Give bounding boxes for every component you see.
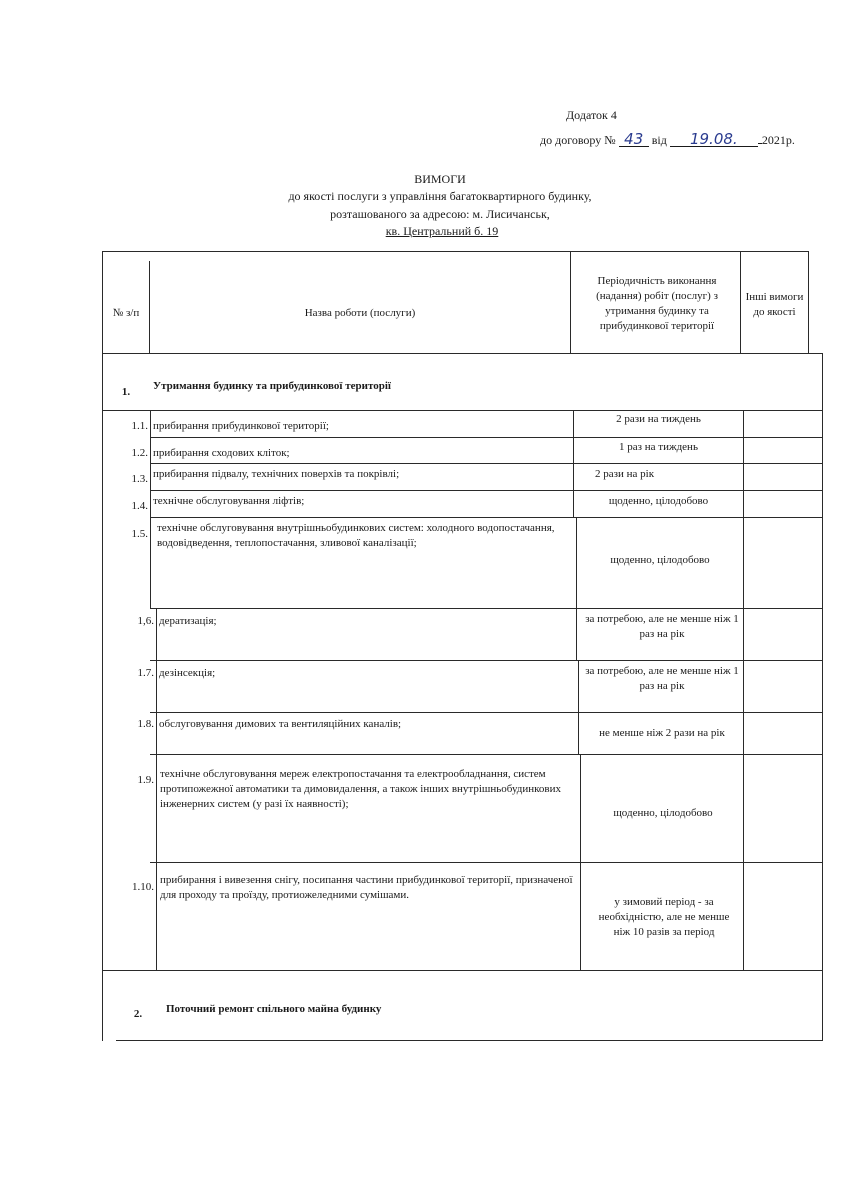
row-1-1-period: 2 рази на тиждень	[616, 413, 701, 425]
row-1-3-period: 2 рази на рік	[595, 468, 655, 480]
contract-year: 2021р.	[761, 133, 795, 147]
contract-prefix: до договору №	[540, 133, 616, 147]
row-1-9-num: 1.9.	[137, 774, 154, 786]
section-2-title: Поточний ремонт спільного майна будинку	[166, 1003, 382, 1015]
header-name: Назва роботи (послуги)	[304, 307, 416, 319]
row-1-2-num: 1.2.	[131, 447, 148, 459]
row-1-4-num: 1.4.	[131, 500, 148, 512]
row-1-5-name: технічне обслуговування внутрішньобудинкових систем: холодного водопостачання, водовідведення, теплопостачання, зливової каналізації;	[157, 522, 555, 549]
row-1-10-num: 1.10.	[132, 881, 154, 893]
row-1-1-num: 1.1.	[131, 420, 148, 432]
document-building-line	[18, 224, 848, 239]
section-2-num: 2.	[133, 1008, 143, 1020]
header-other: Інші вимоги до якості	[745, 291, 804, 318]
row-1-9-period: щоденно, цілодобово	[613, 807, 713, 819]
row-1-7-period: за потребою, але не менше ніж 1 раз на рік	[585, 665, 739, 692]
row-1-10-period: у зимовий період - за необхідністю, але не менше ніж 10 разів за період	[598, 896, 730, 938]
row-1-10-name: прибирання і вивезення снігу, посипання частини прибудинкової території, призначеної для проходу та проїзду, протиожеледними сумішами.	[160, 874, 573, 901]
header-period: Періодичність виконання (надання) робіт (послуг) з утримання будинку та прибудинкової території	[596, 275, 718, 332]
row-1-2-period: 1 раз на тиждень	[619, 441, 698, 453]
row-1-7-num: 1.7.	[137, 667, 154, 679]
contract-from-word: від	[651, 133, 667, 147]
contract-date: 19.08.	[670, 132, 758, 147]
row-1-8-name: обслуговування димових та вентиляційних каналів;	[159, 718, 402, 730]
row-1-7-name: дезінсекція;	[159, 667, 216, 679]
contract-reference	[540, 131, 795, 148]
row-1-6-period: за потребою, але не менше ніж 1 раз на рік	[585, 613, 739, 640]
document-title: ВИМОГИ	[414, 172, 466, 186]
row-1-9-name: технічне обслуговування мереж електропостачання та електрообладнання, систем протипожежної автоматики та димовидалення, а також інших внутрішньобудинкових інженерних систем (у разі їх наявності);	[160, 768, 562, 810]
row-1-3-name: прибирання підвалу, технічних поверхів та покрівлі;	[153, 468, 400, 480]
row-1-4-period: щоденно, цілодобово	[608, 495, 709, 507]
document-address-line: розташованого за адресою: м. Лисичанськ,	[330, 207, 550, 221]
row-1-6-num: 1,6.	[137, 615, 154, 627]
row-1-1-name: прибирання прибудинкової території;	[153, 420, 329, 432]
building-address: кв. Центральний б. 19	[385, 224, 499, 238]
annex-label: Додаток 4	[566, 108, 617, 122]
row-1-2-name: прибирання сходових кліток;	[153, 447, 290, 459]
row-1-5-num: 1.5.	[131, 528, 148, 540]
document-subtitle-line: до якості послуги з управління багатоквартирного будинку,	[288, 189, 592, 203]
row-1-8-period: не менше ніж 2 рази на рік	[599, 727, 725, 739]
header-num: № з/п	[112, 307, 140, 319]
section-1-title: Утримання будинку та прибудинкової території	[153, 380, 391, 392]
row-1-3-num: 1.3.	[131, 473, 148, 485]
row-1-4-name: технічне обслуговування ліфтів;	[153, 495, 305, 507]
row-1-5-period: щоденно, цілодобово	[610, 554, 710, 566]
row-1-8-num: 1.8.	[137, 718, 154, 730]
contract-number: 43	[619, 132, 649, 147]
row-1-6-name: дератизація;	[159, 615, 217, 627]
section-1-num: 1.	[121, 386, 131, 398]
